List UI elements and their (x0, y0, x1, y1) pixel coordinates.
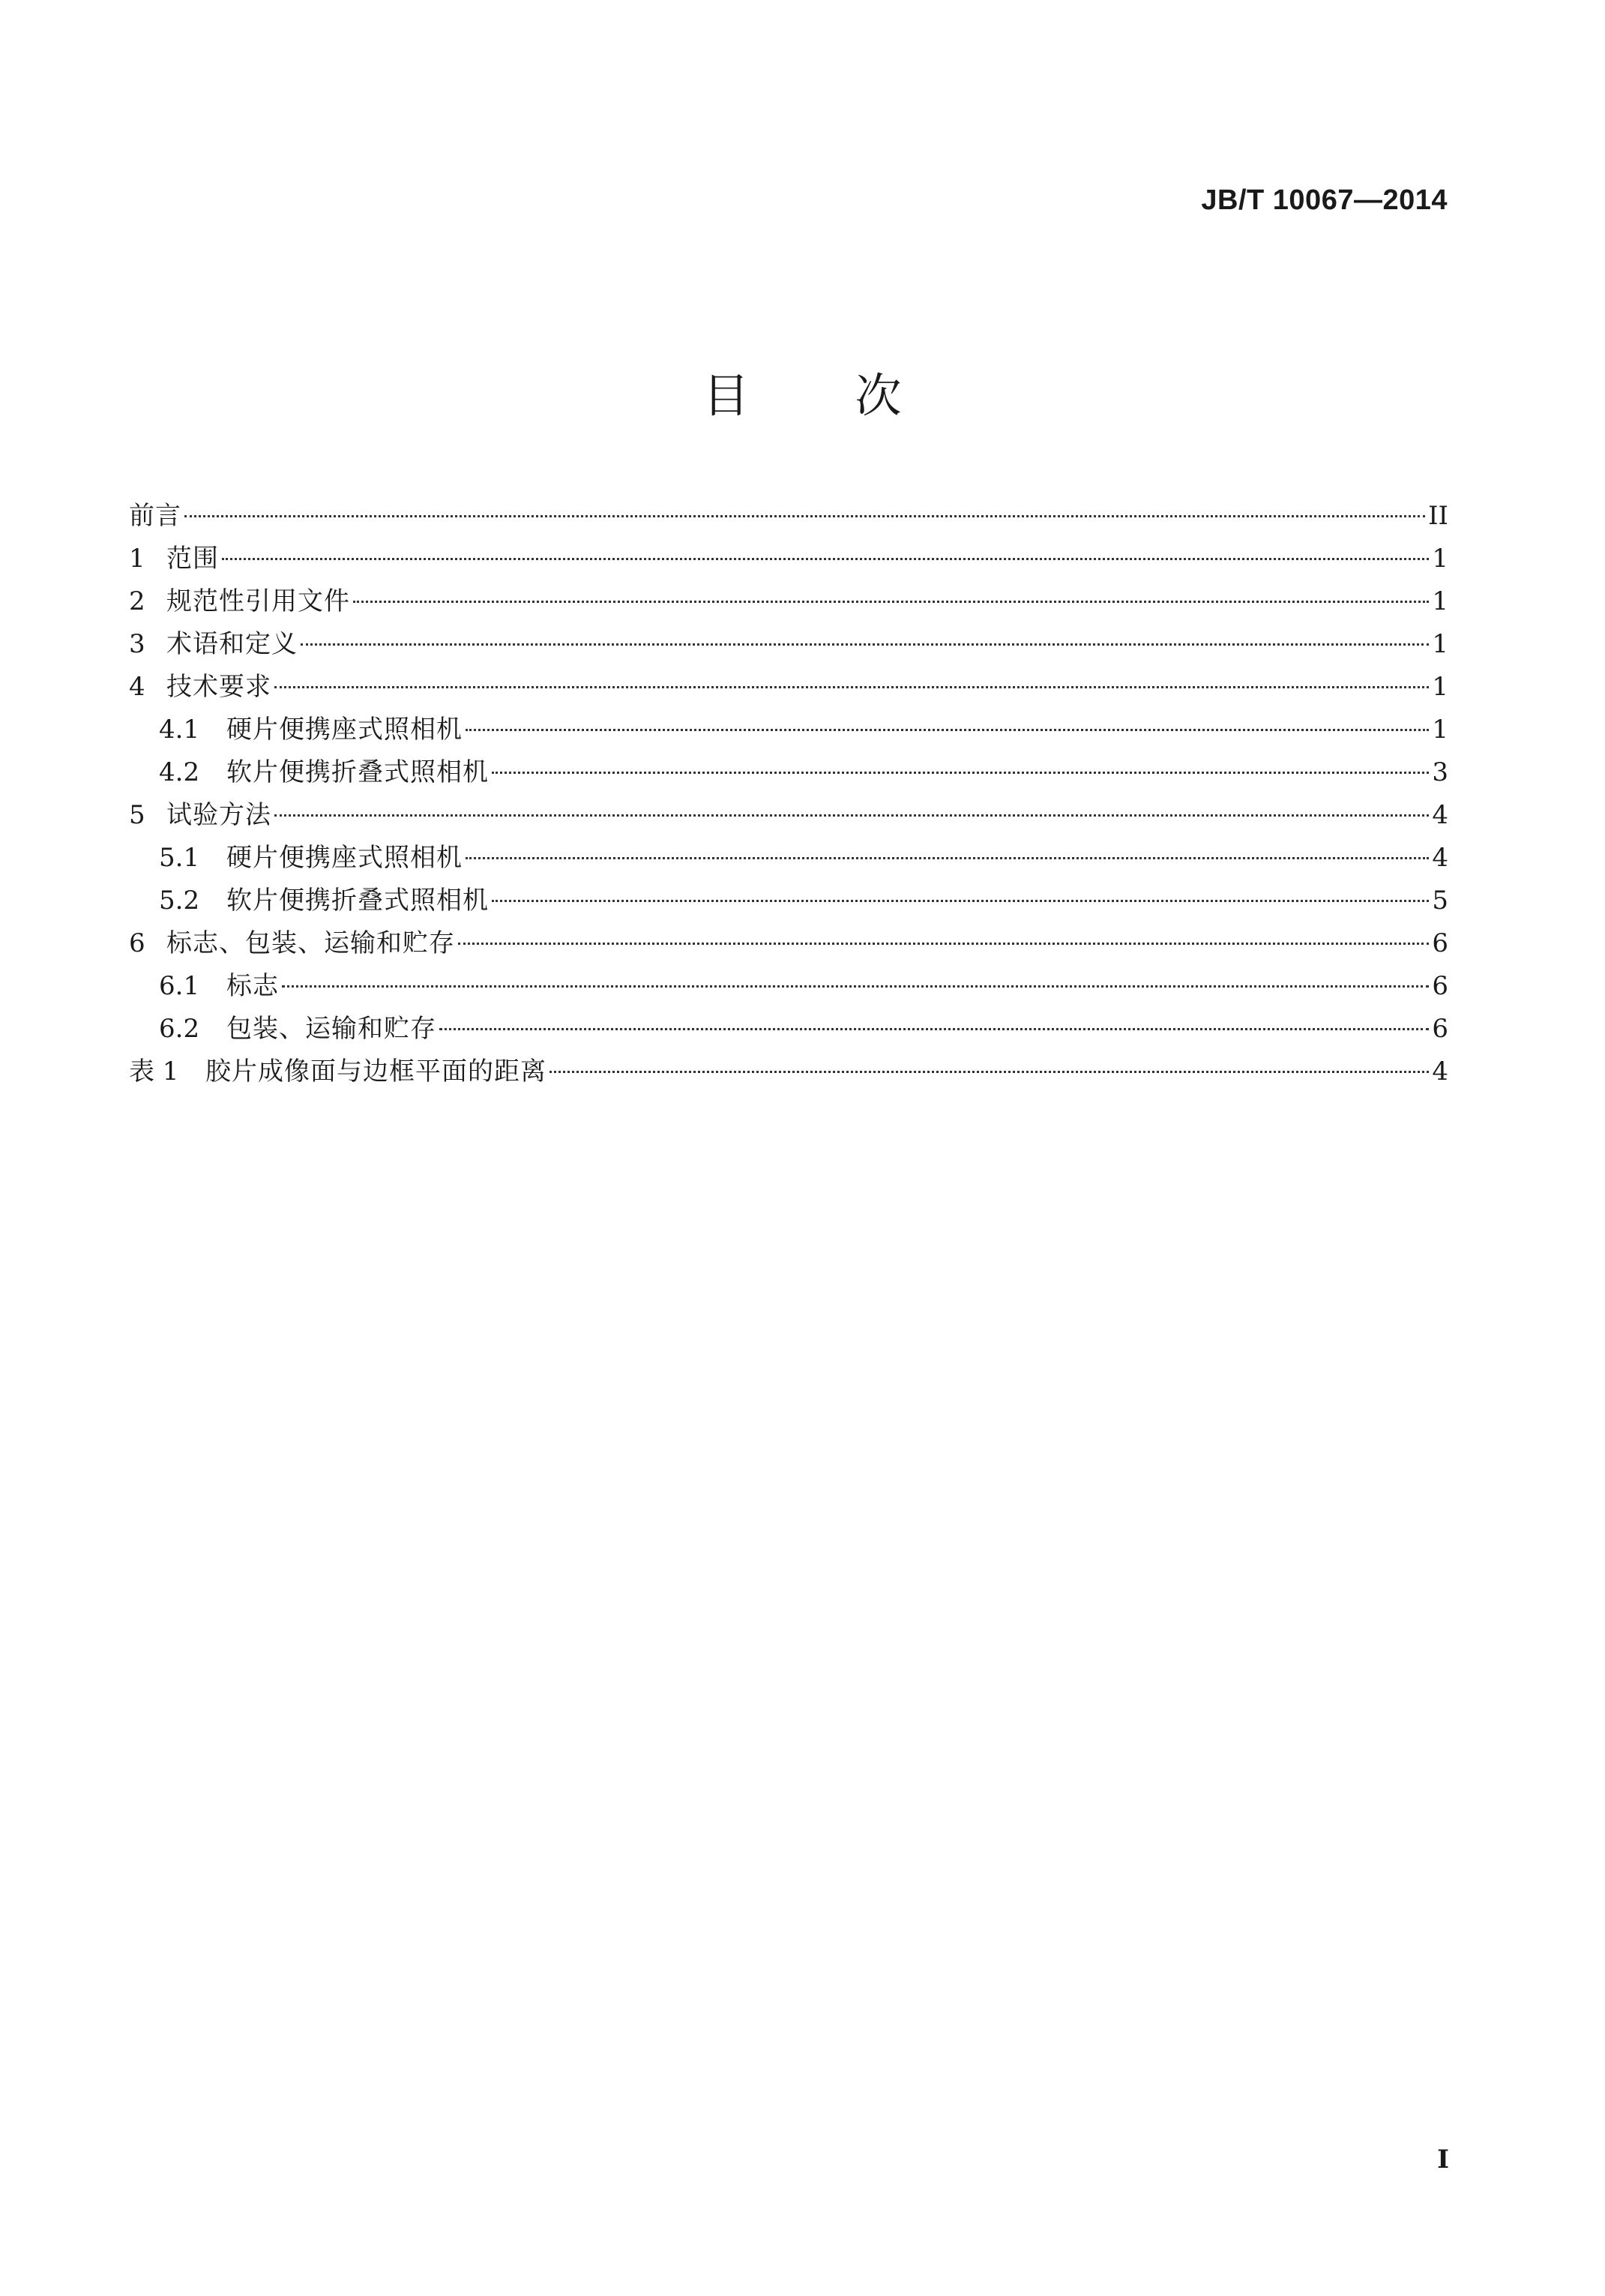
toc-entry-page: 5 (1432, 886, 1448, 916)
toc-entry-page: 6 (1432, 1014, 1448, 1044)
dot-leader (439, 1028, 1429, 1030)
toc-entry-page: 1 (1432, 544, 1448, 574)
page-title (0, 358, 1605, 425)
table-of-contents (129, 495, 1448, 1093)
toc-entry-page: 6 (1432, 971, 1448, 1001)
dot-leader (184, 515, 1425, 517)
toc-entry-title: 技术要求 (166, 672, 271, 702)
toc-entry-title: 标志、包装、运输和贮存 (166, 928, 455, 958)
toc-entry[interactable] (129, 1051, 1448, 1093)
toc-entry-title: 前言 (129, 501, 181, 531)
dot-leader (282, 985, 1429, 988)
dot-leader (492, 900, 1429, 902)
toc-entry[interactable] (129, 965, 1448, 1008)
toc-entry-number: 5.2 (159, 886, 200, 916)
toc-entry[interactable] (129, 837, 1448, 880)
page-number: I (1437, 2145, 1449, 2175)
toc-entry-page: 1 (1432, 586, 1448, 616)
toc-entry-number: 3 (129, 629, 145, 659)
dot-leader (301, 643, 1429, 646)
toc-entry[interactable] (129, 880, 1448, 922)
toc-entry-title: 软片便携折叠式照相机 (226, 886, 489, 916)
toc-entry-title: 试验方法 (166, 800, 271, 830)
toc-entry-number: 6.1 (159, 971, 200, 1001)
toc-entry-title: 范围 (166, 544, 219, 574)
toc-entry-page: 1 (1432, 715, 1448, 745)
dot-leader (466, 729, 1429, 731)
toc-entry[interactable] (129, 709, 1448, 751)
toc-entry-page: 3 (1432, 757, 1448, 787)
dot-leader (458, 943, 1429, 945)
toc-entry[interactable] (129, 666, 1448, 709)
toc-entry-title: 规范性引用文件 (166, 586, 350, 616)
toc-entry[interactable] (129, 623, 1448, 666)
toc-entry[interactable] (129, 922, 1448, 965)
toc-entry-page: 1 (1432, 629, 1448, 659)
toc-entry-number: 6.2 (159, 1014, 200, 1044)
dot-leader (274, 814, 1429, 817)
toc-entry[interactable] (129, 1008, 1448, 1051)
dot-leader (466, 857, 1429, 859)
toc-entry-number: 2 (129, 586, 145, 616)
toc-entry-number: 1 (129, 544, 145, 574)
dot-leader (222, 558, 1429, 560)
page-title-part-2: 次 (855, 368, 903, 423)
toc-entry-title: 包装、运输和贮存 (226, 1014, 436, 1044)
dot-leader (353, 601, 1429, 603)
toc-entry-title: 软片便携折叠式照相机 (226, 757, 489, 787)
toc-entry[interactable] (129, 495, 1448, 538)
toc-entry-title: 硬片便携座式照相机 (226, 843, 463, 873)
page-title-part-1: 目 (702, 368, 750, 423)
document-code: JB/T 10067—2014 (1201, 184, 1448, 216)
dot-leader (549, 1071, 1429, 1073)
toc-entry-page: 4 (1432, 1057, 1448, 1087)
toc-entry-page: II (1428, 501, 1448, 531)
toc-entry-page: 6 (1432, 928, 1448, 958)
dot-leader (274, 686, 1429, 688)
toc-entry[interactable] (129, 580, 1448, 623)
toc-entry-number: 6 (129, 928, 145, 958)
dot-leader (492, 772, 1429, 774)
toc-entry-number: 4.2 (159, 757, 200, 787)
toc-entry-number: 4.1 (159, 715, 200, 745)
toc-entry[interactable] (129, 794, 1448, 837)
toc-entry-page: 4 (1432, 800, 1448, 830)
toc-entry-title: 硬片便携座式照相机 (226, 715, 463, 745)
toc-entry-title: 胶片成像面与边框平面的距离 (205, 1057, 546, 1087)
toc-entry[interactable] (129, 751, 1448, 794)
toc-entry-number: 表 1 (129, 1057, 179, 1087)
toc-entry-page: 1 (1432, 672, 1448, 702)
toc-entry-title: 标志 (226, 971, 279, 1001)
toc-entry-page: 4 (1432, 843, 1448, 873)
toc-entry-title: 术语和定义 (166, 629, 298, 659)
toc-entry-number: 5 (129, 800, 145, 830)
toc-entry[interactable] (129, 538, 1448, 580)
toc-entry-number: 4 (129, 672, 145, 702)
toc-entry-number: 5.1 (159, 843, 200, 873)
